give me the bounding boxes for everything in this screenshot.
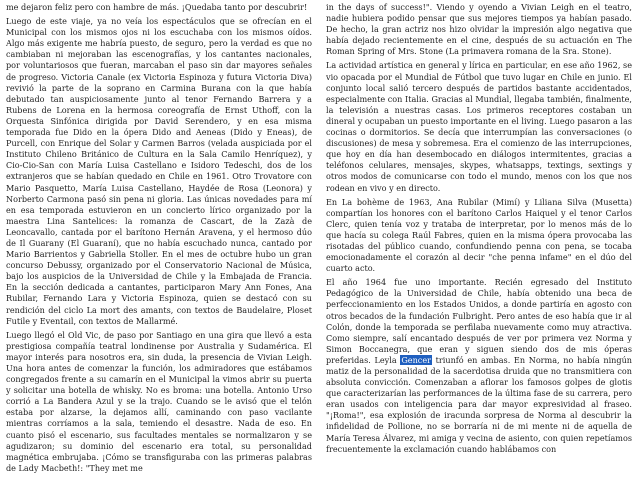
paragraph: in the days of success!". Viendo y oyendo a Vivian Leigh en el teatro, nadie hubiera podido pensar que sus mejores tiempos ya habían pasado. De hecho, la gran actriz nos hizo olvidar la impresión algo negativa que había dejado recientemente en el cine, después de su actuación en The Roman Spring of Mrs. Stone (La primavera romana de la Sra. Stone).: [326, 2, 632, 57]
paragraph: me dejaron feliz pero con hambre de más. ¡Quedaba tanto por descubrir!: [6, 2, 308, 12]
paragraph: Luego llegó el Old Vic, de paso por Santiago en una gira que llevó a esta prestigiosa compañía teatral londinense por Australia y Sudamérica. El mayor interés para nosotros era, sin duda, la presencia de Vivian Leigh. Una hora antes de comenzar la función, los admiradores que estábamos congregados frente a su camarín en el Municipal la vimos abrir su puerta y solicitar una botella de whisky. No es broma: una botella. Antonio Urso corrió a La Bandera Azul y se la trajo. Cuando se le avisó que el telón estaba por alzarse, la dejamos allí, caminando con paso vacilante mientras corríamos a la sala, temiendo el desastre. Nada de eso. En cuanto pisó el escenario, sus facultades mentales se normalizaron y se agudizaron; su dominio del escenario era total, su personalidad magnética embrujaba. ¡Cómo se transfiguraba con las primeras palabras de Lady Macbeth!: "They met me: [6, 329, 312, 473]
highlighted-word[interactable]: Gencer: [401, 354, 431, 365]
paragraph: La actividad artística en general y lírica en particular, en ese año 1962, se vio opacada por el Mundial de Fútbol que tuvo lugar en Chile en junio. El conjunto local salió tercero después de partidos bastante accidentados, especialmente con Italia. Gracias al Mundial, llegaba también, finalmente, la televisión a nuestras casas. Los primeros receptores costaban un dineral y ocupaban un puesto importante en el living. Luego pasaron a las cocinas o dormitorios. Se decía que interrumpían las conversaciones (o discusiones) de mesa y sobremesa. Era el comienzo de las interrupciones, que hoy en día han desembocado en diálogos intermitentes, gracias a teléfonos celulares, mensajes, skypes, whatsapps, textings, sextings y otros modos de comunicarse con todo el mundo, menos con los que nos rodean en vivo y en directo.: [326, 60, 632, 193]
paragraph: Luego de este viaje, ya no veía los espectáculos que se ofrecían en el Municipal con los mismos ojos ni los escuchaba con los mismos oídos. Algo más exigente me habría puesto, de seguro, pero la verdad es que no cambiaban ni mejoraban las escenografías, y los cantantes nacionales, por voluntariosos que fueran, marcaban el paso sin dar mayores señales de progreso. Victoria Canale (ex Victoria Espinoza y futura Victoria Diva) revivió la parte de la soprano en Carmina Burana con la que había debutado tan auspiciosamente junto al tenor Fernando Barrera y a Rubens de Lorena en la hermosa coreografía de Ernst Uthoff, con la Orquesta Sinfónica dirigida por David Serendero, y en esa misma temporada fue Dido en la ópera Dido and Aeneas (Dido y Eneas), de Purcell, con Enrique del Solar y Carmen Barros (velada auspiciada por el Instituto Chileno Británico de Cultura en la Sala Camilo Henríquez), y Cio-Cio-San con María Luisa Castellano e Isidoro Tedeschi, dos de los extranjeros que se habían quedado en Chile en 1961. Otro Trovatore con Mario Pasquetto, María Luisa Castellano, Haydée de Rosa (Leonora) y Norberto Carmona pasó sin pena ni gloria. Las únicas novedades para mí en esa temporada estuvieron en un concierto lírico organizado por la maestra Lina Santelices: la romanza de Cascart, de la Zazà de Leoncavallo, cantada por el barítono Hernán Aravena, y el hermoso dúo de Il Guarany (El Guaraní), que no había escuchado nunca, cantado por Mario Barrientos y Gabriella Stoller. En el mes de octubre hubo un gran concurso Debussy, organizado por el Conservatorio Nacional de Música, bajo los auspicios de la Universidad de Chile y la Embajada de Francia. En la sección dedicada a cantantes, participaron Mary Ann Fones, Ana Rubilar, Fernando Lara y Victoria Espinoza, quien se destacó con su rendición del ciclo La mort des amants, con textos de Baudelaire, Ploset Futile y Eventail, con textos de Mallarmé.: [6, 16, 312, 326]
paragraph-text: El año 1964 fue uno importante. Recién egresado del Instituto Pedagógico de la Universidad de Chile, había obtenido una beca de perfeccionamiento en los Estados Unidos, a donde partiría en agosto con otros becados de la fundación Fulbright. Pero antes de eso había que ir al Colón, donde la temporada se perfilaba nuevamente como muy atractiva. Como siempre, salí encantado después de ver por primera vez Norma y Simon Boccanegra, que eran y siguen siendo dos de mis óperas preferidas. Leyla: [326, 277, 632, 365]
paragraph: [326, 277, 632, 455]
right-column: [326, 2, 632, 503]
paragraph-text: triunfó en ambas. En Norma, no había ningún matiz de la personalidad de la sacerdotisa druida que no transmitiera con absoluta convicción. Comenzaban a aflorar los famosos golpes de glotis que caracterizarían las performances de la última fase de su carrera, pero eran usados con inteligencia para dar mayor expresividad al fraseo. "¡Roma!", esa explosión de iracunda sorpresa de Norma al descubrir la infidelidad de Pollione, no se borraría ni de mi mente ni de aquella de María Teresa Álvarez, mi amiga y vecina de asiento, con quien repetíamos frecuentemente la exclamación cuando hablábamos con: [326, 354, 632, 454]
paragraph: En La bohème de 1963, Ana Rubilar (Mimí) y Liliana Silva (Musetta) compartían los honores con el barítono Carlos Haiquel y el tenor Carlos Clerc, quien tenía voz y trataba de interpretar, por lo menos más de lo que hacía su colega Raúl Fabres, quien en la misma ópera provocaba las risotadas del público cuando, confundiendo penna con pena, se tocaba emocionadamente el corazón al decir "che penna infame" en el dúo del cuarto acto.: [326, 196, 632, 274]
left-column: [6, 2, 312, 503]
